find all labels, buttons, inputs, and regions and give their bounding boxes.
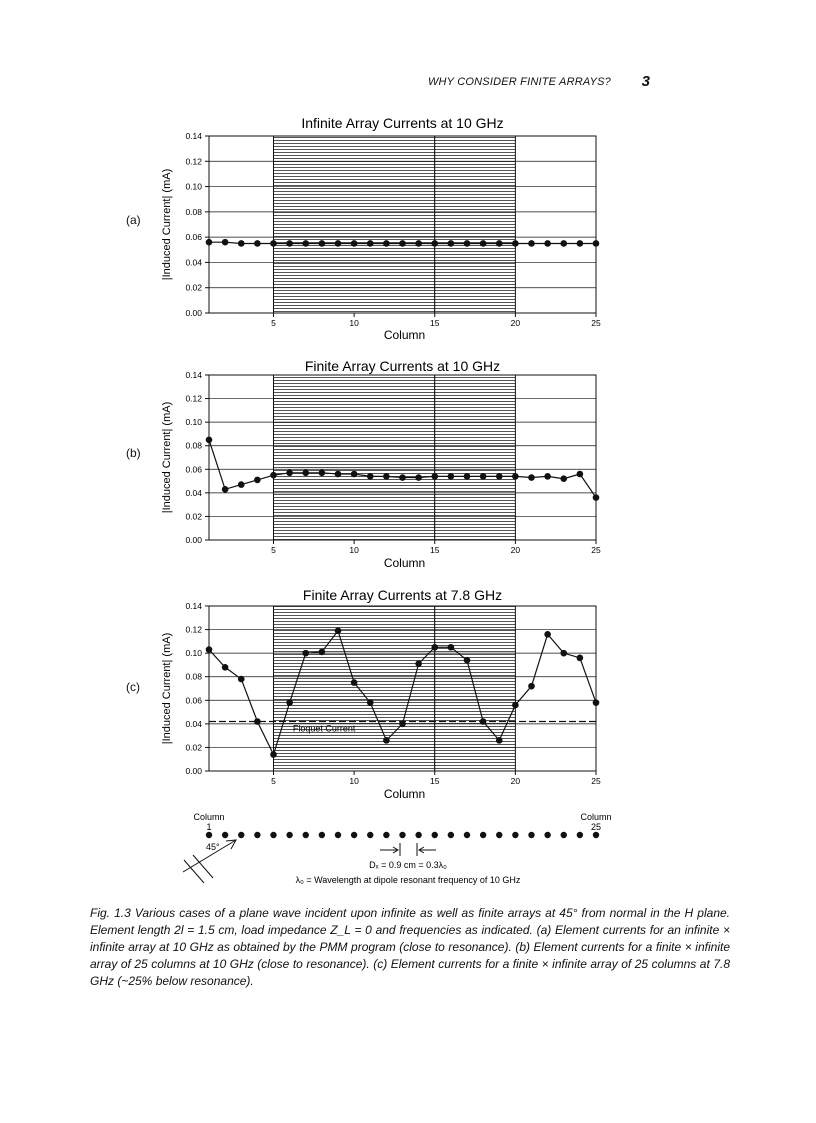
array-element-dot xyxy=(351,832,357,838)
data-point xyxy=(577,240,584,247)
y-axis-label: |Induced Current| (mA) xyxy=(161,168,173,281)
chart-panel-a xyxy=(0,110,816,348)
y-tick-label: 0.10 xyxy=(185,181,202,192)
page-number: 3 xyxy=(641,73,650,90)
array-element-dot xyxy=(238,832,244,838)
data-point xyxy=(222,664,229,671)
y-tick-label: 0.02 xyxy=(185,511,202,522)
array-element-dot xyxy=(544,832,550,838)
x-tick-label: 20 xyxy=(510,318,521,328)
data-point xyxy=(415,474,422,481)
x-tick-label: 15 xyxy=(430,545,440,555)
array-element-dot xyxy=(432,832,438,838)
data-point xyxy=(560,475,567,482)
chart-title: Finite Array Currents at 7.8 GHz xyxy=(302,587,503,603)
y-tick-label: 0.02 xyxy=(185,282,202,293)
page-header xyxy=(0,73,816,96)
x-tick-label: 10 xyxy=(349,776,359,786)
array-element-dot xyxy=(206,832,212,838)
data-point xyxy=(448,473,455,480)
data-point xyxy=(238,481,245,488)
shaded-region xyxy=(435,136,516,313)
data-point xyxy=(464,473,471,480)
y-tick-label: 0.00 xyxy=(185,766,202,776)
data-point xyxy=(254,718,261,725)
data-point xyxy=(319,470,326,477)
data-point xyxy=(222,486,229,493)
data-point xyxy=(335,240,342,247)
x-tick-label: 15 xyxy=(430,776,440,786)
data-point xyxy=(512,240,519,247)
data-point xyxy=(448,240,455,247)
data-point xyxy=(270,240,277,247)
data-point xyxy=(254,477,261,484)
data-point xyxy=(351,240,358,247)
y-axis-label: |Induced Current| (mA) xyxy=(161,401,173,514)
data-point xyxy=(577,655,584,662)
chart-b xyxy=(0,350,816,580)
chart-c xyxy=(0,582,816,806)
y-tick-label: 0.04 xyxy=(185,257,202,268)
data-point xyxy=(335,471,342,478)
chart-a xyxy=(0,110,816,348)
array-diagram-svg xyxy=(0,808,816,888)
array-elements xyxy=(206,832,599,838)
data-point xyxy=(270,751,277,758)
array-geometry-diagram xyxy=(0,808,816,888)
array-element-dot xyxy=(383,832,389,838)
data-point xyxy=(496,240,503,247)
y-tick-label: 0.14 xyxy=(185,131,202,141)
y-tick-label: 0.12 xyxy=(185,393,202,404)
data-point xyxy=(399,240,406,247)
y-tick-label: 0.14 xyxy=(185,601,202,611)
data-point xyxy=(335,627,342,634)
array-element-dot xyxy=(254,832,260,838)
chart-title: Finite Array Currents at 10 GHz xyxy=(304,358,501,374)
data-point xyxy=(286,699,293,706)
y-tick-label: 0.10 xyxy=(185,648,202,659)
data-point xyxy=(367,699,374,706)
data-point xyxy=(254,240,261,247)
incidence-angle-label: 45° xyxy=(206,842,220,852)
data-point xyxy=(351,679,358,686)
x-axis-label: Column xyxy=(383,787,426,801)
data-point xyxy=(383,473,390,480)
data-point xyxy=(206,239,213,246)
panel-label: (b) xyxy=(126,446,141,460)
data-point xyxy=(399,721,406,728)
data-point xyxy=(464,240,471,247)
chart-panel-b xyxy=(0,350,816,580)
first-column-number: 1 xyxy=(206,822,212,832)
data-point xyxy=(415,660,422,667)
data-point xyxy=(544,240,551,247)
data-point xyxy=(238,240,245,247)
y-tick-label: 0.08 xyxy=(185,671,202,682)
data-point xyxy=(480,718,487,725)
array-element-dot xyxy=(496,832,502,838)
data-point xyxy=(544,473,551,480)
data-point xyxy=(544,631,551,638)
data-point xyxy=(399,474,406,481)
x-axis-label: Column xyxy=(383,328,426,342)
x-tick-label: 5 xyxy=(271,318,276,328)
data-point xyxy=(222,239,229,246)
array-element-dot xyxy=(593,832,599,838)
shaded-region xyxy=(274,136,435,313)
x-tick-label: 5 xyxy=(271,776,276,786)
data-point xyxy=(383,737,390,744)
array-element-dot xyxy=(303,832,309,838)
shaded-region xyxy=(435,375,516,540)
array-element-dot xyxy=(222,832,228,838)
x-tick-label: 10 xyxy=(349,318,359,328)
array-element-dot xyxy=(448,832,454,838)
x-tick-label: 20 xyxy=(510,776,521,786)
x-axis-label: Column xyxy=(383,556,426,570)
data-point xyxy=(351,471,358,478)
x-tick-label: 15 xyxy=(430,318,440,328)
data-point xyxy=(496,473,503,480)
chart-panel-c xyxy=(0,582,816,806)
data-point xyxy=(431,240,438,247)
last-column-label: Column xyxy=(580,812,612,822)
panel-label: (a) xyxy=(126,213,141,227)
y-tick-label: 0.04 xyxy=(185,487,202,498)
last-column-number: 25 xyxy=(590,822,602,832)
y-tick-label: 0.12 xyxy=(185,156,202,167)
array-element-dot xyxy=(286,832,292,838)
data-point xyxy=(593,240,600,247)
x-tick-label: 25 xyxy=(591,545,601,555)
array-element-dot xyxy=(480,832,486,838)
y-tick-label: 0.08 xyxy=(185,440,202,451)
array-element-dot xyxy=(335,832,341,838)
data-point xyxy=(286,240,293,247)
array-element-dot xyxy=(415,832,421,838)
x-tick-label: 25 xyxy=(591,776,601,786)
x-tick-label: 10 xyxy=(349,545,359,555)
data-point xyxy=(431,473,438,480)
data-point xyxy=(302,240,309,247)
data-point xyxy=(383,240,390,247)
array-element-dot xyxy=(399,832,405,838)
data-point xyxy=(286,470,293,477)
data-point xyxy=(528,683,535,690)
y-tick-label: 0.00 xyxy=(185,535,202,545)
shaded-region xyxy=(274,375,435,540)
y-tick-label: 0.10 xyxy=(185,417,202,428)
data-point xyxy=(238,676,245,683)
first-column-label: Column xyxy=(193,812,225,822)
data-point xyxy=(560,650,567,657)
array-element-dot xyxy=(367,832,373,838)
data-point xyxy=(302,650,309,657)
data-point xyxy=(319,240,326,247)
y-tick-label: 0.06 xyxy=(185,695,202,706)
data-point xyxy=(206,437,213,444)
data-point xyxy=(480,240,487,247)
y-tick-label: 0.06 xyxy=(185,464,202,475)
spacing-label: Dₓ = 0.9 cm = 0.3λ₀ xyxy=(369,860,447,870)
data-point xyxy=(528,240,535,247)
y-tick-label: 0.12 xyxy=(185,624,202,635)
data-point xyxy=(431,644,438,651)
floquet-current-label: Floquet Current xyxy=(292,723,356,734)
spacing-indicator xyxy=(380,843,436,856)
data-point xyxy=(528,474,535,481)
array-element-dot xyxy=(577,832,583,838)
array-element-dot xyxy=(561,832,567,838)
data-point xyxy=(367,240,374,247)
data-point xyxy=(577,471,584,478)
y-axis-label: |Induced Current| (mA) xyxy=(161,632,173,745)
y-tick-label: 0.04 xyxy=(185,718,202,729)
data-point xyxy=(512,702,519,709)
array-element-dot xyxy=(270,832,276,838)
array-element-dot xyxy=(512,832,518,838)
array-element-dot xyxy=(464,832,470,838)
y-tick-label: 0.02 xyxy=(185,742,202,753)
data-point xyxy=(367,473,374,480)
data-point xyxy=(206,646,213,653)
x-tick-label: 25 xyxy=(591,318,601,328)
data-point xyxy=(593,494,600,501)
data-point xyxy=(415,240,422,247)
chart-title: Infinite Array Currents at 10 GHz xyxy=(301,115,504,131)
data-point xyxy=(302,470,309,477)
wavelength-label: λ₀ = Wavelength at dipole resonant frequency of 10 GHz xyxy=(295,875,521,885)
y-tick-label: 0.08 xyxy=(185,206,202,217)
y-tick-label: 0.00 xyxy=(185,308,202,318)
y-tick-label: 0.14 xyxy=(185,370,202,380)
data-point xyxy=(270,472,277,479)
data-point xyxy=(496,737,503,744)
data-point xyxy=(512,473,519,480)
panel-label: (c) xyxy=(126,680,140,694)
data-point xyxy=(319,649,326,656)
y-tick-label: 0.06 xyxy=(185,232,202,243)
data-point xyxy=(448,644,455,651)
figure-caption: Fig. 1.3 Various cases of a plane wave incident upon infinite as well as finite arrays at 45° from normal in the H plane. Element length 2l = 1.5 cm, load impedance Z_L = 0 and frequencies as indicated. (a) Element currents for an infinite × infinite array at 10 GHz as obtained by the PMM program (close to resonance). (b) Element currents for a finite × infinite array of 25 columns at 10 GHz (close to resonance). (c) Element currents for a finite × infinite array of 25 columns at 7.8 GHz (~25% below resonance). xyxy=(90,906,730,988)
array-element-dot xyxy=(319,832,325,838)
array-element-dot xyxy=(528,832,534,838)
running-title: WHY CONSIDER FINITE ARRAYS? xyxy=(427,76,611,88)
data-point xyxy=(464,657,471,664)
data-point xyxy=(480,473,487,480)
x-tick-label: 5 xyxy=(271,545,276,555)
data-point xyxy=(560,240,567,247)
shaded-region xyxy=(274,606,435,771)
data-point xyxy=(593,699,600,706)
x-tick-label: 20 xyxy=(510,545,521,555)
